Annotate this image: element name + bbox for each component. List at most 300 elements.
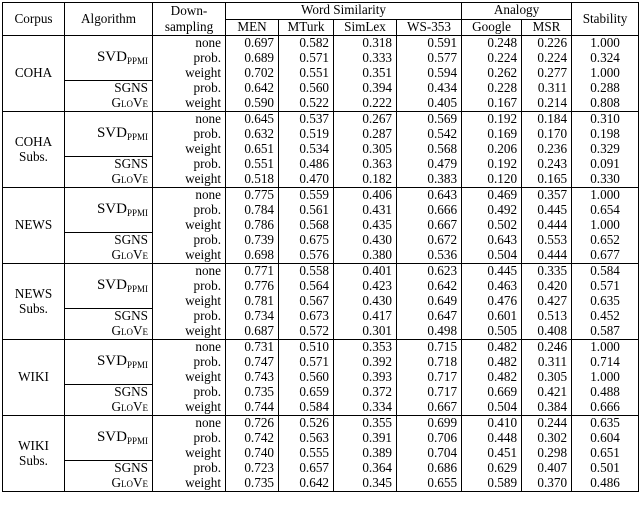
score-google: 0.482	[462, 355, 522, 370]
score-mturk: 0.519	[279, 127, 334, 142]
score-msr: 0.224	[522, 51, 572, 66]
score-simlex: 0.372	[334, 385, 397, 400]
table-row	[3, 233, 639, 248]
score-simlex: 0.351	[334, 66, 397, 81]
corpus-cell	[3, 340, 65, 416]
score-men: 0.739	[226, 233, 279, 248]
score-stability: 0.288	[572, 81, 639, 96]
algorithm-svd-label: SVD	[96, 353, 127, 370]
header-corpus: Corpus	[3, 3, 65, 36]
corpus-cell	[3, 36, 65, 112]
score-ws353: 0.672	[397, 233, 462, 248]
downsampling-value: weight	[153, 324, 226, 339]
score-mturk: 0.551	[279, 66, 334, 81]
downsampling-value: prob.	[153, 461, 226, 476]
downsampling-value: weight	[153, 172, 226, 187]
corpus-name: NEWS	[14, 217, 53, 233]
score-mturk: 0.560	[279, 81, 334, 96]
table-row	[3, 36, 639, 51]
table-row	[3, 112, 639, 127]
downsampling-value: weight	[153, 446, 226, 461]
score-mturk: 0.510	[279, 340, 334, 355]
score-men: 0.723	[226, 461, 279, 476]
score-simlex: 0.364	[334, 461, 397, 476]
score-google: 0.224	[462, 51, 522, 66]
algorithm-glove: GloVe	[65, 248, 153, 263]
corpus-cell	[3, 264, 65, 340]
score-men: 0.743	[226, 370, 279, 385]
header-col-msr: MSR	[522, 19, 572, 36]
algorithm-svd-subscript: PPMI	[126, 56, 148, 67]
score-ws353: 0.715	[397, 340, 462, 355]
score-mturk: 0.659	[279, 385, 334, 400]
score-stability: 1.000	[572, 340, 639, 355]
score-simlex: 0.380	[334, 248, 397, 263]
corpus-name: WIKI	[18, 369, 49, 385]
header-downsampling-line1: Down-	[153, 3, 226, 20]
score-stability: 0.652	[572, 233, 639, 248]
score-stability: 1.000	[572, 370, 639, 385]
score-men: 0.734	[226, 309, 279, 324]
score-men: 0.744	[226, 400, 279, 415]
score-msr: 0.244	[522, 416, 572, 431]
score-google: 0.589	[462, 476, 522, 491]
downsampling-value: weight	[153, 142, 226, 157]
score-msr: 0.513	[522, 309, 572, 324]
score-simlex: 0.431	[334, 203, 397, 218]
score-mturk: 0.560	[279, 370, 334, 385]
score-simlex: 0.389	[334, 446, 397, 461]
score-mturk: 0.675	[279, 233, 334, 248]
score-mturk: 0.572	[279, 324, 334, 339]
score-simlex: 0.406	[334, 188, 397, 203]
downsampling-value: weight	[153, 370, 226, 385]
score-stability: 0.329	[572, 142, 639, 157]
table-row	[3, 188, 639, 203]
score-men: 0.590	[226, 96, 279, 111]
header-analogy: Analogy	[462, 3, 572, 20]
corpus-subset: Subs.	[19, 148, 48, 164]
score-men: 0.775	[226, 188, 279, 203]
score-men: 0.518	[226, 172, 279, 187]
table-body	[3, 36, 639, 492]
score-simlex: 0.423	[334, 279, 397, 294]
table-row	[3, 264, 639, 279]
downsampling-value: prob.	[153, 431, 226, 446]
table-row	[3, 96, 639, 111]
score-stability: 0.091	[572, 157, 639, 172]
score-men: 0.776	[226, 279, 279, 294]
score-ws353: 0.717	[397, 385, 462, 400]
score-men: 0.702	[226, 66, 279, 81]
score-msr: 0.444	[522, 248, 572, 263]
score-mturk: 0.526	[279, 416, 334, 431]
score-ws353: 0.647	[397, 309, 462, 324]
score-google: 0.463	[462, 279, 522, 294]
score-ws353: 0.479	[397, 157, 462, 172]
score-stability: 0.635	[572, 294, 639, 309]
downsampling-value: weight	[153, 476, 226, 491]
score-stability: 0.310	[572, 112, 639, 127]
score-mturk: 0.642	[279, 476, 334, 491]
score-mturk: 0.657	[279, 461, 334, 476]
score-stability: 0.501	[572, 461, 639, 476]
header-algorithm: Algorithm	[65, 3, 153, 36]
score-msr: 0.214	[522, 96, 572, 111]
algorithm-svd-label: SVD	[96, 277, 127, 294]
downsampling-value: prob.	[153, 279, 226, 294]
algorithm-svd-label: SVD	[96, 125, 127, 142]
table-row	[3, 248, 639, 263]
algorithm-svd-subscript: PPMI	[126, 132, 148, 143]
score-ws353: 0.643	[397, 188, 462, 203]
score-men: 0.735	[226, 385, 279, 400]
score-stability: 0.651	[572, 446, 639, 461]
score-stability: 0.587	[572, 324, 639, 339]
score-ws353: 0.405	[397, 96, 462, 111]
score-men: 0.642	[226, 81, 279, 96]
score-ws353: 0.655	[397, 476, 462, 491]
score-msr: 0.277	[522, 66, 572, 81]
score-google: 0.505	[462, 324, 522, 339]
score-mturk: 0.584	[279, 400, 334, 415]
score-msr: 0.170	[522, 127, 572, 142]
score-msr: 0.298	[522, 446, 572, 461]
score-google: 0.504	[462, 248, 522, 263]
score-ws353: 0.569	[397, 112, 462, 127]
score-google: 0.120	[462, 172, 522, 187]
score-msr: 0.246	[522, 340, 572, 355]
score-msr: 0.407	[522, 461, 572, 476]
score-msr: 0.311	[522, 81, 572, 96]
algorithm-glove: GloVe	[65, 96, 153, 111]
score-ws353: 0.623	[397, 264, 462, 279]
score-simlex: 0.430	[334, 294, 397, 309]
corpus-cell	[3, 112, 65, 188]
algorithm-glove: GloVe	[65, 172, 153, 187]
score-ws353: 0.594	[397, 66, 462, 81]
score-mturk: 0.558	[279, 264, 334, 279]
algorithm-svd-subscript: PPMI	[126, 284, 148, 295]
score-mturk: 0.582	[279, 36, 334, 51]
header-stability: Stability	[572, 3, 639, 36]
score-google: 0.492	[462, 203, 522, 218]
score-men: 0.771	[226, 264, 279, 279]
score-msr: 0.226	[522, 36, 572, 51]
score-msr: 0.444	[522, 218, 572, 233]
algorithm-svd	[65, 36, 153, 81]
score-stability: 0.452	[572, 309, 639, 324]
score-simlex: 0.430	[334, 233, 397, 248]
downsampling-value: prob.	[153, 157, 226, 172]
table-row	[3, 416, 639, 431]
corpus-subset: Subs.	[19, 452, 48, 468]
table-row	[3, 385, 639, 400]
score-google: 0.476	[462, 294, 522, 309]
score-simlex: 0.345	[334, 476, 397, 491]
score-msr: 0.408	[522, 324, 572, 339]
score-simlex: 0.391	[334, 431, 397, 446]
score-google: 0.169	[462, 127, 522, 142]
score-simlex: 0.393	[334, 370, 397, 385]
score-ws353: 0.498	[397, 324, 462, 339]
score-mturk: 0.486	[279, 157, 334, 172]
downsampling-value: prob.	[153, 385, 226, 400]
score-stability: 1.000	[572, 66, 639, 81]
score-stability: 0.635	[572, 416, 639, 431]
score-ws353: 0.667	[397, 218, 462, 233]
score-msr: 0.421	[522, 385, 572, 400]
score-simlex: 0.318	[334, 36, 397, 51]
algorithm-sgns: SGNS	[65, 385, 153, 400]
score-simlex: 0.353	[334, 340, 397, 355]
header-col-mturk: MTurk	[279, 19, 334, 36]
algorithm-sgns: SGNS	[65, 309, 153, 324]
score-msr: 0.184	[522, 112, 572, 127]
algorithm-glove: GloVe	[65, 324, 153, 339]
downsampling-value: weight	[153, 96, 226, 111]
score-google: 0.482	[462, 340, 522, 355]
score-ws353: 0.717	[397, 370, 462, 385]
downsampling-value: weight	[153, 400, 226, 415]
algorithm-svd	[65, 112, 153, 157]
score-men: 0.689	[226, 51, 279, 66]
score-ws353: 0.536	[397, 248, 462, 263]
score-ws353: 0.577	[397, 51, 462, 66]
score-ws353: 0.649	[397, 294, 462, 309]
score-simlex: 0.392	[334, 355, 397, 370]
table-row	[3, 81, 639, 96]
algorithm-sgns: SGNS	[65, 81, 153, 96]
score-ws353: 0.568	[397, 142, 462, 157]
score-men: 0.632	[226, 127, 279, 142]
score-google: 0.248	[462, 36, 522, 51]
score-stability: 0.324	[572, 51, 639, 66]
score-ws353: 0.666	[397, 203, 462, 218]
score-mturk: 0.522	[279, 96, 334, 111]
score-msr: 0.236	[522, 142, 572, 157]
score-ws353: 0.718	[397, 355, 462, 370]
score-men: 0.784	[226, 203, 279, 218]
score-mturk: 0.576	[279, 248, 334, 263]
score-simlex: 0.435	[334, 218, 397, 233]
downsampling-value: prob.	[153, 355, 226, 370]
score-mturk: 0.568	[279, 218, 334, 233]
table-row	[3, 157, 639, 172]
score-google: 0.502	[462, 218, 522, 233]
algorithm-svd-label: SVD	[96, 201, 127, 218]
downsampling-value: prob.	[153, 127, 226, 142]
score-ws353: 0.591	[397, 36, 462, 51]
algorithm-sgns: SGNS	[65, 461, 153, 476]
downsampling-value: prob.	[153, 81, 226, 96]
score-google: 0.504	[462, 400, 522, 415]
header-col-simlex: SimLex	[334, 19, 397, 36]
score-mturk: 0.673	[279, 309, 334, 324]
table-row	[3, 340, 639, 355]
score-men: 0.697	[226, 36, 279, 51]
downsampling-value: prob.	[153, 203, 226, 218]
score-men: 0.645	[226, 112, 279, 127]
corpus-name: COHA	[14, 133, 53, 149]
score-mturk: 0.561	[279, 203, 334, 218]
score-ws353: 0.667	[397, 400, 462, 415]
score-simlex: 0.182	[334, 172, 397, 187]
results-table	[2, 2, 639, 492]
algorithm-sgns: SGNS	[65, 157, 153, 172]
score-msr: 0.445	[522, 203, 572, 218]
algorithm-sgns: SGNS	[65, 233, 153, 248]
score-msr: 0.357	[522, 188, 572, 203]
table-row	[3, 476, 639, 491]
score-stability: 1.000	[572, 36, 639, 51]
score-simlex: 0.222	[334, 96, 397, 111]
downsampling-value: weight	[153, 294, 226, 309]
score-ws353: 0.706	[397, 431, 462, 446]
score-msr: 0.553	[522, 233, 572, 248]
score-stability: 0.808	[572, 96, 639, 111]
score-ws353: 0.699	[397, 416, 462, 431]
table-row	[3, 309, 639, 324]
score-stability: 0.677	[572, 248, 639, 263]
header-col-google: Google	[462, 19, 522, 36]
score-men: 0.731	[226, 340, 279, 355]
score-men: 0.742	[226, 431, 279, 446]
score-ws353: 0.542	[397, 127, 462, 142]
score-google: 0.601	[462, 309, 522, 324]
score-stability: 0.486	[572, 476, 639, 491]
score-stability: 1.000	[572, 218, 639, 233]
score-stability: 0.488	[572, 385, 639, 400]
score-men: 0.651	[226, 142, 279, 157]
score-men: 0.740	[226, 446, 279, 461]
score-stability: 0.666	[572, 400, 639, 415]
downsampling-value: none	[153, 188, 226, 203]
score-stability: 0.654	[572, 203, 639, 218]
score-msr: 0.335	[522, 264, 572, 279]
score-msr: 0.165	[522, 172, 572, 187]
score-google: 0.643	[462, 233, 522, 248]
score-google: 0.482	[462, 370, 522, 385]
score-msr: 0.311	[522, 355, 572, 370]
score-google: 0.206	[462, 142, 522, 157]
score-simlex: 0.394	[334, 81, 397, 96]
algorithm-svd-label: SVD	[96, 429, 127, 446]
downsampling-value: weight	[153, 66, 226, 81]
score-ws353: 0.383	[397, 172, 462, 187]
corpus-subset: Subs.	[19, 300, 48, 316]
score-men: 0.687	[226, 324, 279, 339]
score-msr: 0.384	[522, 400, 572, 415]
corpus-name: NEWS	[14, 285, 53, 301]
score-stability: 0.198	[572, 127, 639, 142]
score-google: 0.410	[462, 416, 522, 431]
score-men: 0.786	[226, 218, 279, 233]
score-google: 0.262	[462, 66, 522, 81]
score-google: 0.451	[462, 446, 522, 461]
score-mturk: 0.563	[279, 431, 334, 446]
score-google: 0.192	[462, 112, 522, 127]
corpus-cell	[3, 188, 65, 264]
score-mturk: 0.564	[279, 279, 334, 294]
score-mturk: 0.567	[279, 294, 334, 309]
score-msr: 0.420	[522, 279, 572, 294]
table-row	[3, 400, 639, 415]
score-ws353: 0.642	[397, 279, 462, 294]
score-men: 0.747	[226, 355, 279, 370]
score-mturk: 0.537	[279, 112, 334, 127]
downsampling-value: weight	[153, 218, 226, 233]
score-google: 0.167	[462, 96, 522, 111]
score-simlex: 0.401	[334, 264, 397, 279]
header-word-similarity: Word Similarity	[226, 3, 462, 20]
score-stability: 1.000	[572, 188, 639, 203]
score-mturk: 0.571	[279, 51, 334, 66]
score-google: 0.448	[462, 431, 522, 446]
downsampling-value: prob.	[153, 233, 226, 248]
table-row	[3, 324, 639, 339]
score-ws353: 0.704	[397, 446, 462, 461]
algorithm-glove: GloVe	[65, 400, 153, 415]
downsampling-value: none	[153, 416, 226, 431]
downsampling-value: none	[153, 36, 226, 51]
table-row	[3, 172, 639, 187]
algorithm-glove: GloVe	[65, 476, 153, 491]
score-stability: 0.604	[572, 431, 639, 446]
score-msr: 0.302	[522, 431, 572, 446]
score-mturk: 0.559	[279, 188, 334, 203]
corpus-name: WIKI	[18, 437, 49, 453]
score-simlex: 0.417	[334, 309, 397, 324]
score-stability: 0.571	[572, 279, 639, 294]
algorithm-svd-subscript: PPMI	[126, 208, 148, 219]
score-ws353: 0.434	[397, 81, 462, 96]
algorithm-svd-subscript: PPMI	[126, 436, 148, 447]
score-msr: 0.243	[522, 157, 572, 172]
score-msr: 0.370	[522, 476, 572, 491]
score-men: 0.698	[226, 248, 279, 263]
score-stability: 0.714	[572, 355, 639, 370]
score-simlex: 0.334	[334, 400, 397, 415]
score-stability: 0.584	[572, 264, 639, 279]
score-google: 0.192	[462, 157, 522, 172]
downsampling-value: prob.	[153, 309, 226, 324]
algorithm-svd-subscript: PPMI	[126, 360, 148, 371]
score-stability: 0.330	[572, 172, 639, 187]
header-col-men: MEN	[226, 19, 279, 36]
table-row	[3, 461, 639, 476]
score-google: 0.445	[462, 264, 522, 279]
score-ws353: 0.686	[397, 461, 462, 476]
score-google: 0.669	[462, 385, 522, 400]
score-google: 0.469	[462, 188, 522, 203]
score-simlex: 0.363	[334, 157, 397, 172]
score-men: 0.551	[226, 157, 279, 172]
downsampling-value: weight	[153, 248, 226, 263]
algorithm-svd	[65, 340, 153, 385]
score-simlex: 0.301	[334, 324, 397, 339]
score-men: 0.781	[226, 294, 279, 309]
corpus-cell	[3, 416, 65, 492]
algorithm-svd	[65, 416, 153, 461]
score-msr: 0.427	[522, 294, 572, 309]
score-men: 0.735	[226, 476, 279, 491]
downsampling-value: none	[153, 340, 226, 355]
downsampling-value: none	[153, 264, 226, 279]
downsampling-value: prob.	[153, 51, 226, 66]
score-google: 0.228	[462, 81, 522, 96]
score-google: 0.629	[462, 461, 522, 476]
